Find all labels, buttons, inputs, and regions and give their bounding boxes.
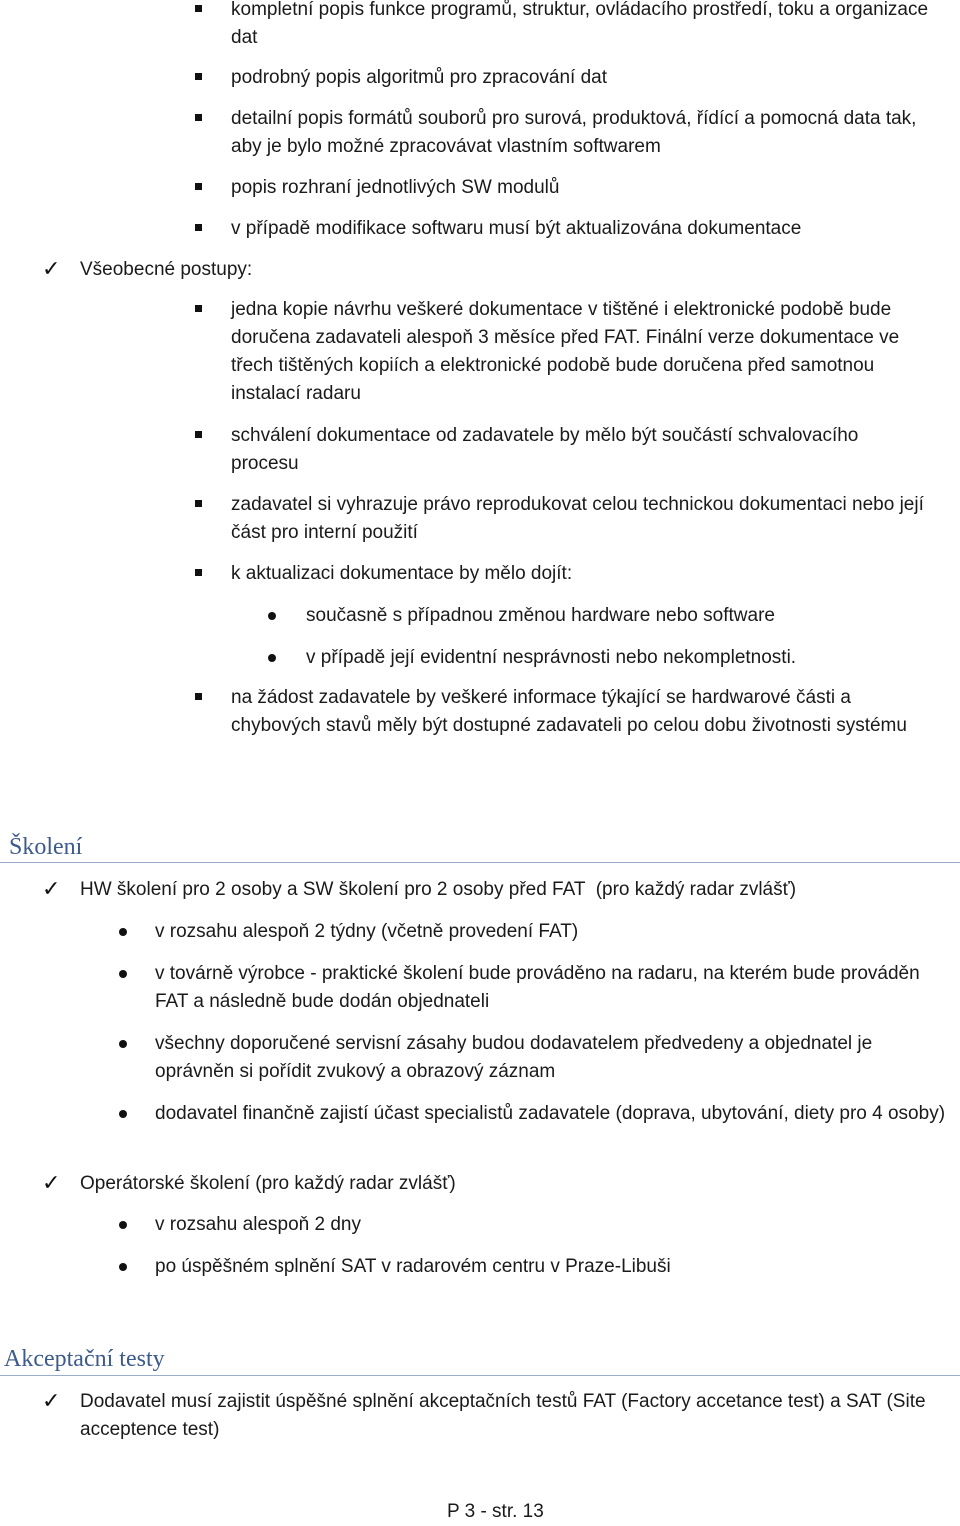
- doc-item: popis rozhraní jednotlivých SW modulů: [231, 177, 560, 198]
- section-divider: [0, 1375, 960, 1376]
- bullet-square-icon: [195, 5, 202, 12]
- bullet-dot-icon: [119, 970, 127, 978]
- section-divider: [0, 862, 960, 863]
- hw-training-item: v továrně výrobce - praktické školení bude prováděno na radaru, na kterém bude prováděn FAT a následně bude dodán objednateli: [155, 963, 920, 1012]
- general-item: schválení dokumentace od zadavatele by mělo být součástí schvalovacího procesu: [231, 425, 859, 474]
- general-item: zadavatel si vyhrazuje právo reprodukovat celou technickou dokumentaci nebo její část pro interní použití: [231, 494, 924, 543]
- doc-item: v případě modifikace softwaru musí být aktualizována dokumentace: [231, 218, 802, 239]
- section-heading-acceptance: Akceptační testy: [4, 1346, 165, 1372]
- general-item: na žádost zadavatele by veškeré informace týkající se hardwarové části a chybových stavů měly být dostupné zadavateli po celou dobu životnosti systému: [231, 687, 907, 736]
- bullet-square-icon: [195, 500, 202, 507]
- bullet-dot-icon: [119, 1263, 127, 1271]
- bullet-dot-icon: [119, 1110, 127, 1118]
- acceptance-item: Dodavatel musí zajistit úspěšné splnění akceptačních testů FAT (Factory accetance test) a SAT (Site acceptence test): [80, 1391, 926, 1440]
- bullet-dot-icon: [268, 654, 276, 662]
- bullet-dot-icon: [119, 928, 127, 936]
- doc-item: detailní popis formátů souborů pro surová, produktová, řídící a pomocná data tak, aby je bylo možné zpracovávat vlastním softwarem: [231, 108, 917, 157]
- bullet-square-icon: [195, 693, 202, 700]
- update-subitem: současně s případnou změnou hardware nebo software: [306, 605, 775, 626]
- bullet-square-icon: [195, 305, 202, 312]
- hw-training-item: všechny doporučené servisní zásahy budou dodavatelem předvedeny a objednatel je oprávněn si pořídit zvukový a obrazový záznam: [155, 1033, 873, 1082]
- checkmark-icon: ✓: [42, 876, 61, 901]
- bullet-dot-icon: [119, 1221, 127, 1229]
- operator-training-label: Operátorské školení (pro každý radar zvlášť): [80, 1173, 456, 1194]
- checkmark-icon: ✓: [42, 1388, 61, 1413]
- checkmark-icon: ✓: [42, 256, 61, 281]
- section-heading-training: Školení: [9, 834, 83, 860]
- general-item: k aktualizaci dokumentace by mělo dojít:: [231, 563, 573, 584]
- bullet-square-icon: [195, 224, 202, 231]
- operator-training-item: v rozsahu alespoň 2 dny: [155, 1214, 361, 1235]
- operator-training-item: po úspěšném splnění SAT v radarovém centru v Praze-Libuši: [155, 1256, 671, 1277]
- general-item: jedna kopie návrhu veškeré dokumentace v tištěné i elektronické podobě bude doručena zadavateli alespoň 3 měsíce před FAT. Finální verze dokumentace ve třech tištěných kopiích a elektronické podobě bude doručena před samotnou instalací radaru: [231, 299, 900, 404]
- bullet-dot-icon: [268, 612, 276, 620]
- bullet-square-icon: [195, 569, 202, 576]
- checkmark-icon: ✓: [42, 1170, 61, 1195]
- hw-training-label: HW školení pro 2 osoby a SW školení pro 2 osoby před FAT (pro každý radar zvlášť): [80, 879, 797, 900]
- general-label: Všeobecné postupy:: [80, 259, 253, 280]
- bullet-square-icon: [195, 183, 202, 190]
- hw-training-item: dodavatel finančně zajistí účast specialistů zadavatele (doprava, ubytování, diety pro 4 osoby): [155, 1103, 946, 1124]
- doc-item: kompletní popis funkce programů, struktur, ovládacího prostředí, toku a organizace dat: [231, 0, 929, 48]
- bullet-dot-icon: [119, 1040, 127, 1048]
- hw-training-item: v rozsahu alespoň 2 týdny (včetně provedení FAT): [155, 921, 579, 942]
- bullet-square-icon: [195, 73, 202, 80]
- bullet-square-icon: [195, 114, 202, 121]
- page-footer: P 3 - str. 13: [447, 1501, 544, 1522]
- update-subitem: v případě její evidentní nesprávnosti nebo nekompletnosti.: [306, 647, 797, 668]
- doc-item: podrobný popis algoritmů pro zpracování dat: [231, 67, 608, 88]
- bullet-square-icon: [195, 431, 202, 438]
